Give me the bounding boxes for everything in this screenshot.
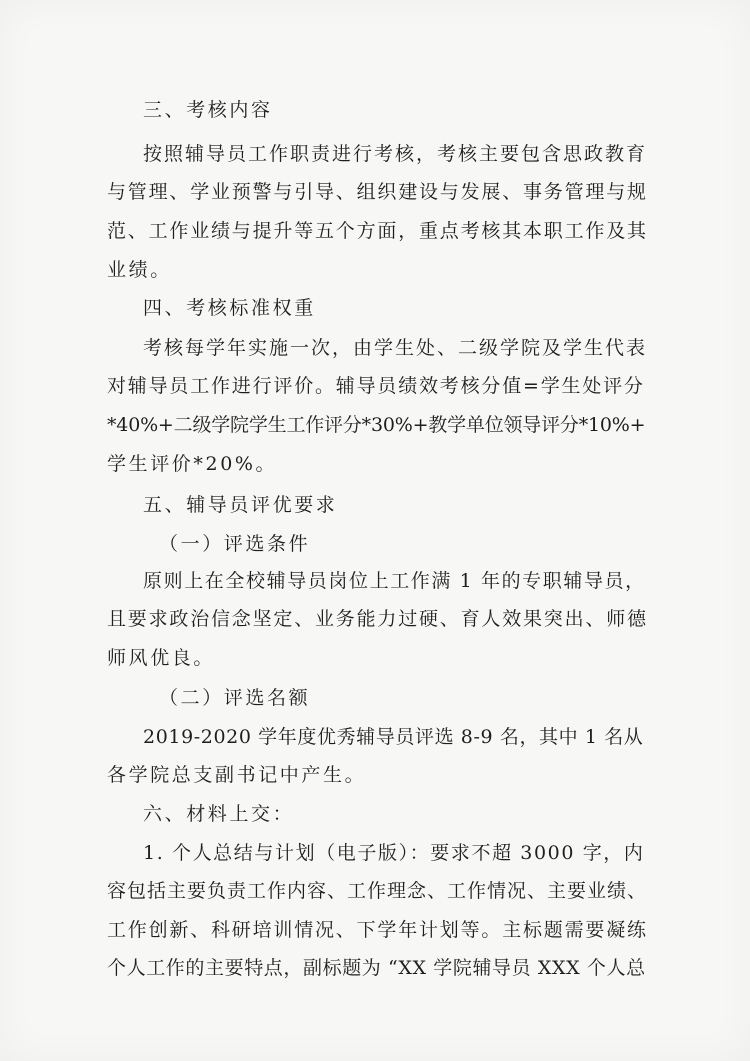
section-heading-4: 四、考核标准权重 xyxy=(143,297,316,319)
paragraph-line: 原则上在全校辅导员岗位上工作满 1 年的专职辅导员， xyxy=(143,570,646,592)
paragraph-line: 按照辅导员工作职责进行考核，考核主要包含思政教育 xyxy=(143,143,648,165)
section-heading-5: 五、辅导员评优要求 xyxy=(143,494,338,516)
subsection-heading-1: （一）评选条件 xyxy=(159,533,311,555)
paragraph-line: 范、工作业绩与提升等五个方面，重点考核其本职工作及其 xyxy=(107,220,648,242)
paragraph-line: 2019-2020 学年度优秀辅导员评选 8-9 名，其中 1 名从 xyxy=(143,726,644,748)
list-item-line: 工作创新、科研培训情况、下学年计划等。主标题需要凝练 xyxy=(107,919,648,941)
paragraph-line: 业绩。 xyxy=(107,259,172,281)
paragraph-line: 且要求政治信念坚定、业务能力过硬、育人效果突出、师德 xyxy=(107,608,648,630)
paragraph-line: *40%+二级学院学生工作评分*30%+教学单位领导评分*10%+ xyxy=(107,414,646,436)
section-heading-6: 六、材料上交： xyxy=(143,803,295,825)
paragraph-line: 对辅导员工作进行评价。辅导员绩效考核分值=学生处评分 xyxy=(107,375,645,397)
paragraph-line: 学生评价*20%。 xyxy=(107,453,278,475)
paragraph-line: 各学院总支副书记中产生。 xyxy=(107,764,367,786)
subsection-heading-2: （二）评选名额 xyxy=(159,687,311,709)
section-heading-3: 三、考核内容 xyxy=(143,99,273,121)
paragraph-line: 考核每学年实施一次，由学生处、二级学院及学生代表 xyxy=(143,337,648,359)
list-item-line: 个人工作的主要特点，副标题为 “XX 学院辅导员 XXX 个人总 xyxy=(107,957,646,979)
list-item-line: 容包括主要负责工作内容、工作理念、工作情况、主要业绩、 xyxy=(107,880,648,902)
list-item-line: 1. 个人总结与计划（电子版）：要求不超 3000 字，内 xyxy=(143,842,645,864)
paragraph-line: 师风优良。 xyxy=(107,647,216,669)
paragraph-line: 与管理、学业预警与引导、组织建设与发展、事务管理与规 xyxy=(107,181,648,203)
